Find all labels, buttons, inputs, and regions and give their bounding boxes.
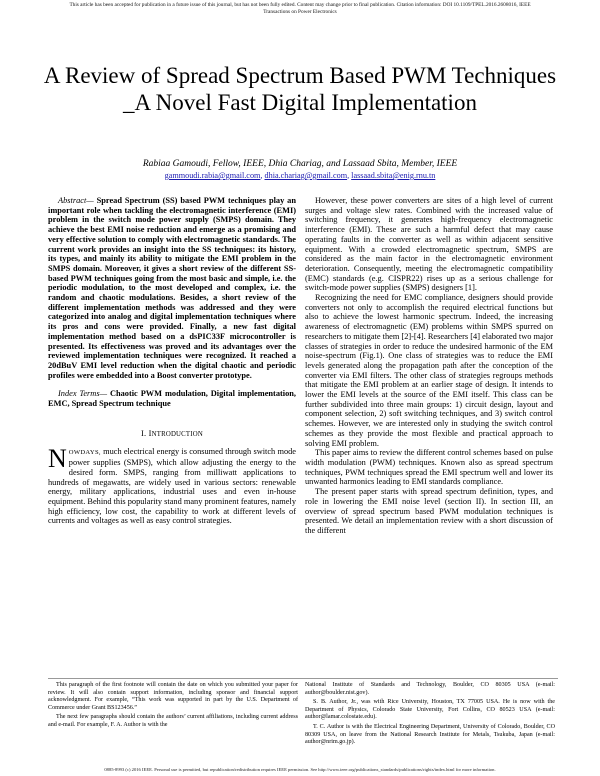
section-numeral: I. — [141, 428, 147, 438]
paper-title: A Review of Spread Spectrum Based PWM Techniques _A Novel Fast Digital Implementation — [43, 63, 557, 115]
header-line-1: This article has been accepted for publication in a future issue of this journal, but has not been fully edited. Content may change prior to final publication. Citation information: DOI 10.1109/TPEL.2016.2608016, IEEE — [69, 2, 531, 8]
section-heading-introduction — [48, 429, 296, 440]
drop-cap: N — [48, 444, 67, 474]
email-link-3[interactable]: lassaad.sbita@enig.rnu.tn — [351, 171, 436, 180]
email-link-1[interactable]: gammoudi.rabia@gmail.com — [164, 171, 261, 180]
intro-lead-word: OWDAYS, — [68, 449, 101, 457]
index-terms — [48, 389, 296, 408]
index-terms-text: Chaotic PWM modulation, Digital implementation, EMC, Spread Spectrum technique — [48, 389, 296, 409]
footnote: T. C. Author is with the Electrical Engineering Department, University of Colorado, Boulder, CO 80309 USA, on leave from the National Research Institute for Metals, Tsukuba, Japan (e-mail: author@nrim.go.jp). — [305, 723, 555, 746]
body-paragraph: However, these power converters are sites of a high level of current surges and voltage slew rates. Combined with the increased value of switching frequency, it generates high-frequency electromagnetic interference (EMI). These are such a harmful defect that may cause operating faults in the converter as well as within adjacent sensitive equipment. With a crowded electromagnetic spectrum, SMPS are considered as the main factor in the electromagnetic environment deterioration. Consequently, meeting the electromagnetic compatibility (EMC) standards (e.g. CISPR22) rises up as a serious challenge for switch-mode power supplies (SMPS) designers [1]. — [305, 196, 553, 293]
footnote: National Institute of Standards and Technology, Boulder, CO 80305 USA (e-mail: author@boulder.nist.gov). — [305, 682, 555, 696]
section-title-first-letter: I — [148, 428, 152, 438]
footnotes-left — [48, 682, 298, 732]
header-line-2: Transactions on Power Electronics — [263, 9, 337, 15]
author-list: Rabiaa Gamoudi, Fellow, IEEE, Dhia Chariag, and Lassaad Sbita, Member, IEEE — [142, 159, 458, 169]
footnote: The next few paragraphs should contain the authors’ current affiliations, including current address and e-mail. For example, F. A. Author is with the — [48, 714, 298, 728]
section-title-rest: NTRODUCTION — [151, 430, 203, 438]
intro-paragraph — [48, 444, 296, 526]
copyright-line: 0885-8993 (c) 2016 IEEE. Personal use is permitted, but republication/redistribution requires IEEE permission. See http://www.ieee.org/publications_standards/publications/rights/index.html for more information. — [104, 767, 496, 772]
body-paragraph: The present paper starts with spread spectrum definition, types, and role in lowering the EMI noise level (section II). In section III, an overview of spread spectrum based PWM modulation techniques is presented. We detail an implementation review with a short discussion of the different — [305, 487, 553, 535]
journal-header — [0, 2, 600, 16]
body-paragraph: Recognizing the need for EMC compliance, designers should provide converters not only to accomplish the required electrical functions but also to achieve the lowest harmonic spectrum. Indeed, the increasing awareness of electromagnetic (EM) problems within SMPS spurred on researchers to mitigate them [2]-[4]. Researchers [4] elaborated two major classes of strategies in order to reduce the undesired harmonic of the EM noise-spectrum (Fig.1). One class of strategies was to reduce the EMI levels generated along the propagation path after the conception of the converter via EMI filters. The other class of strategies regroups methods that mitigate the EMI problem at an earlier stage of design. It intends to lower the EMI levels at the source of the EMI itself. This class can be further subdivided into three main groups: 1) circuit design, layout and component selection, 2) soft switching techniques, and 3) switch control schemes. However, we are interested only in studying the switch control schemes as they provide the most flexible and practical approach to solving EMI problem. — [305, 293, 553, 448]
left-column — [48, 196, 296, 526]
right-column — [305, 196, 553, 536]
email-separator: , — [260, 171, 265, 180]
abstract — [48, 196, 296, 380]
index-terms-label: Index Terms— — [58, 389, 107, 399]
abstract-text: Spread Spectrum (SS) based PWM techniques play an important role when tackling the electromagnetic interference (EMI) problem in the switch mode power supply (SMPS) domain. They achieve the best EMI noise reduction and emerge as a promising and very effective solution to comply with electromagnetic standards. The current work provides an insight into the SS techniques: its history, its types, and mainly its ability to mitigate the EMI problem in the SMPS domain. Moreover, it gives a short review of the different SS-based PWM techniques going from the most basic and simple, i.e. the periodic modulation, to the most developed and complex, i.e. the random and chaotic modulations. Besides, a short review of the different implementation methods was addressed and they were categorized into analog and digital implementation techniques where its pros and cons were provided. Finally, a new fast digital implementation method based on a dsPIC33F microcontroller is presented. Its effectiveness was proved and its advantages over the reviewed implementation techniques were recognized. It reached a 20dBuV EMI level reduction when the digital chaotic and periodic profiles were embedded into a Boost converter prototype. — [48, 196, 296, 380]
author-emails — [20, 171, 580, 180]
abstract-label: Abstract— — [58, 196, 94, 205]
email-link-2[interactable]: dhia.chariag@gmail.com — [264, 171, 348, 180]
footnote: This paragraph of the first footnote will contain the date on which you submitted your paper for review. It will also contain support information, including sponsor and financial support acknowledgment. For example, “This work was supported in part by the U.S. Department of Commerce under Grant BS123456.” — [48, 682, 298, 711]
intro-text: much electrical energy is consumed through switch mode power supplies (SMPS), which allow adjusting the energy to the desired form. SMPS, ranging from milliwatt applications to hundreds of megawatts, are widely used in various sectors: renewable energy, military applications, industrial uses and even in-house equipment. Behind this popularity stand many prominent features, namely high efficiency, low cost, the capability to work at different levels of currents and voltages as well as easy control strategies. — [48, 447, 296, 526]
footnote: S. B. Author, Jr., was with Rice University, Houston, TX 77005 USA. He is now with the Department of Physics, Colorado State University, Fort Collins, CO 80523 USA (e-mail: author@lamar.colostate.edu). — [305, 699, 555, 721]
footnote-rule — [48, 678, 558, 679]
body-paragraph: This paper aims to review the different control schemes based on pulse width modulation (PWM) techniques. Known also as spread spectrum techniques, PWM techniques spread the EMI spectrum well and lower its unwanted harmonics leading to EMI standards compliance. — [305, 448, 553, 487]
email-separator: , — [347, 171, 352, 180]
footnotes-right — [305, 682, 555, 749]
